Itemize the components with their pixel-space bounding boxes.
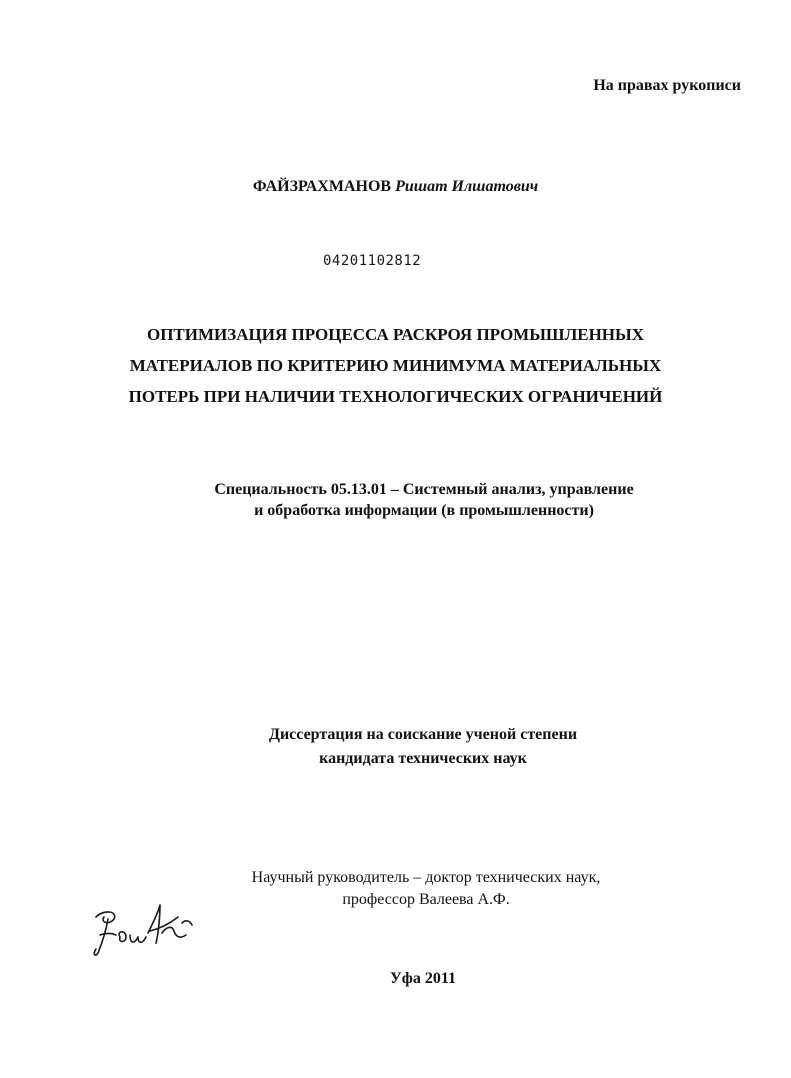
title-line: ОПТИМИЗАЦИЯ ПРОЦЕССА РАСКРОЯ ПРОМЫШЛЕННЫХ <box>146 325 645 344</box>
author-name <box>0 178 791 196</box>
signature-icon <box>88 895 198 965</box>
specialty-line: и обработка информации (в промышленности) <box>254 502 594 519</box>
document-code: 04201102812 <box>323 253 422 269</box>
rights-notice: На правах рукописи <box>593 77 741 94</box>
specialty-line: Специальность 05.13.01 – Системный анализ, управление <box>214 481 634 498</box>
city-year: Уфа 2011 <box>390 970 456 987</box>
dissertation-title <box>0 319 791 412</box>
title-line: ПОТЕРЬ ПРИ НАЛИЧИИ ТЕХНОЛОГИЧЕСКИХ ОГРАНИЧЕНИЙ <box>128 387 663 406</box>
author-surname: ФАЙЗРАХМАНОВ <box>252 178 392 195</box>
author-given-names: Ришат Илшатович <box>395 178 539 195</box>
supervisor-line: профессор Валеева А.Ф. <box>342 891 510 908</box>
degree-line: кандидата технических наук <box>319 750 527 767</box>
title-line: МАТЕРИАЛОВ ПО КРИТЕРИЮ МИНИМУМА МАТЕРИАЛЬНЫХ <box>129 356 662 375</box>
supervisor-line: Научный руководитель – доктор технических наук, <box>251 869 601 886</box>
degree-line: Диссертация на соискание ученой степени <box>268 726 578 743</box>
specialty <box>0 479 791 521</box>
degree-statement <box>0 723 791 771</box>
